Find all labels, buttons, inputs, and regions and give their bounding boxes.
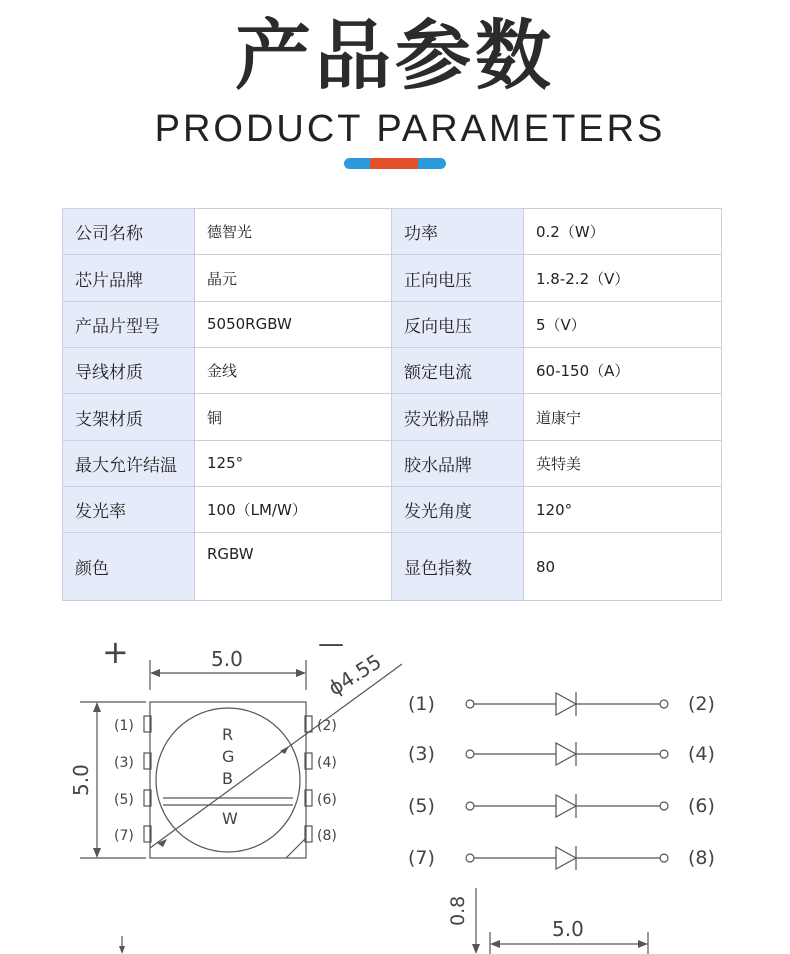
param-value: 125°: [195, 440, 392, 486]
arrow-up-icon: [93, 702, 101, 712]
arrow-left-icon: [490, 940, 500, 948]
minus-sign: —: [318, 629, 344, 659]
pin-label: (3): [114, 755, 134, 771]
accent-divider: [344, 158, 446, 169]
pin-label: (8): [317, 828, 337, 844]
table-row: [63, 301, 722, 347]
table-row: [63, 348, 722, 394]
param-label: 导线材质: [63, 348, 195, 394]
param-label: 显色指数: [392, 533, 524, 601]
param-label: 胶水品牌: [392, 440, 524, 486]
page-title: 产品参数: [235, 11, 555, 100]
param-value: 60-150（A）: [524, 348, 722, 394]
pin-label: (7): [408, 847, 435, 869]
param-label: 支架材质: [63, 394, 195, 440]
pin-label: (7): [114, 828, 134, 844]
param-value: 道康宁: [524, 394, 722, 440]
page-subtitle: PRODUCT PARAMETERS: [154, 108, 666, 150]
diameter-leader: [150, 664, 402, 848]
param-value: 英特美: [524, 440, 722, 486]
arrow-right-icon: [638, 940, 648, 948]
diode-row-3: [408, 794, 715, 818]
diode-row-4: [408, 846, 715, 870]
param-value: 0.2（W）: [524, 209, 722, 255]
param-label: 荧光粉品牌: [392, 394, 524, 440]
param-value: 100（LM/W）: [195, 487, 392, 533]
color-letter-w: W: [222, 809, 238, 828]
pin-label: (8): [688, 847, 715, 869]
diode-icon: [556, 795, 576, 817]
diameter-label: ϕ4.55: [323, 649, 386, 701]
pin-label: (4): [688, 743, 715, 765]
led-dimension-drawing: [0, 620, 790, 954]
param-label: 颜色: [63, 533, 195, 601]
param-value: 5050RGBW: [195, 301, 392, 347]
polarity-chamfer: [286, 838, 306, 858]
color-letter-r: R: [222, 725, 234, 744]
param-label: 最大允许结温: [63, 440, 195, 486]
arrow-down-icon: [93, 848, 101, 858]
diode-row-1: [408, 692, 715, 716]
param-value: 80: [524, 533, 722, 601]
param-value: 5（V）: [524, 301, 722, 347]
pin-label: (2): [317, 718, 337, 734]
diode-icon: [556, 743, 576, 765]
table-row: [63, 394, 722, 440]
param-label: 发光角度: [392, 487, 524, 533]
arrow-left-icon: [150, 669, 160, 677]
table-row: [63, 533, 722, 601]
pin-label: (5): [408, 795, 435, 817]
table-row: [63, 440, 722, 486]
param-label: 产品片型号: [63, 301, 195, 347]
param-value: 铜: [195, 394, 392, 440]
arrow-down-icon: [119, 946, 125, 954]
pin-label: (2): [688, 693, 715, 715]
param-label: 正向电压: [392, 255, 524, 301]
param-label: 公司名称: [63, 209, 195, 255]
height-dimension: 5.0: [69, 764, 93, 796]
param-label: 发光率: [63, 487, 195, 533]
width-dimension: 5.0: [211, 647, 243, 671]
parameters-table: [62, 208, 722, 601]
arrow-icon: [157, 839, 167, 847]
table-row: [63, 209, 722, 255]
diode-icon: [556, 693, 576, 715]
param-value: 120°: [524, 487, 722, 533]
param-label: 额定电流: [392, 348, 524, 394]
param-label: 反向电压: [392, 301, 524, 347]
diode-icon: [556, 847, 576, 869]
pin-label: (1): [408, 693, 435, 715]
pin-label: (4): [317, 755, 337, 771]
param-label: 功率: [392, 209, 524, 255]
pin-label: (5): [114, 792, 134, 808]
pin-label: (6): [688, 795, 715, 817]
plus-sign: +: [102, 633, 129, 671]
arrow-right-icon: [296, 669, 306, 677]
param-value: 1.8-2.2（V）: [524, 255, 722, 301]
param-label: 芯片品牌: [63, 255, 195, 301]
pin-label: (6): [317, 792, 337, 808]
param-value: RGBW: [195, 533, 392, 601]
color-letter-b: B: [222, 769, 233, 788]
param-value: 晶元: [195, 255, 392, 301]
arrow-down-icon: [472, 944, 480, 954]
accent-divider-center: [370, 158, 418, 169]
param-value: 德智光: [195, 209, 392, 255]
thickness-dimension: 0.8: [447, 895, 469, 926]
pin-label: (1): [114, 718, 134, 734]
bottom-dimension: 5.0: [552, 917, 584, 941]
param-value: 金线: [195, 348, 392, 394]
table-row: [63, 255, 722, 301]
table-row: [63, 487, 722, 533]
color-letter-g: G: [222, 747, 235, 766]
diode-row-2: [408, 742, 715, 766]
pin-label: (3): [408, 743, 435, 765]
